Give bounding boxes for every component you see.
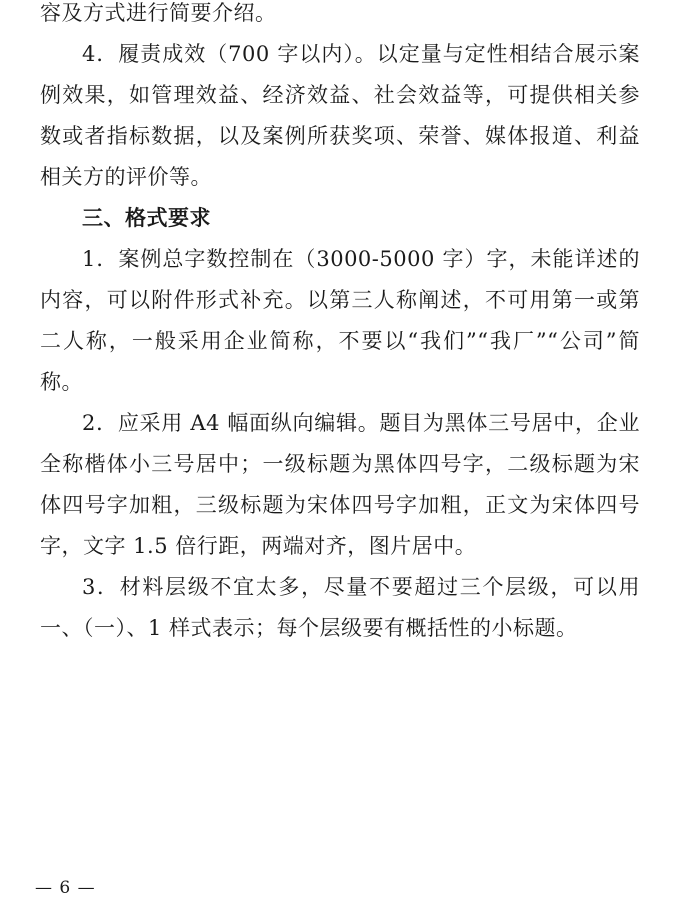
- page-number: — 6 —: [35, 878, 96, 898]
- paragraph-heading-levels: 3．材料层级不宜太多，尽量不要超过三个层级，可以用一、（一）、1 样式表示；每个层级要有概括性的小标题。: [40, 575, 640, 640]
- document-body: [40, 0, 640, 649]
- paragraph-continuation: 容及方式进行简要介绍。: [40, 1, 277, 25]
- section-heading-format-requirements: 三、格式要求: [82, 206, 211, 230]
- paragraph-word-count: 1．案例总字数控制在（3000-5000 字）字，未能详述的内容，可以附件形式补充。以第三人称阐述，不可用第一或第二人称，一般采用企业简称，不要以“我们”“我厂”“公司”简称。: [40, 247, 640, 394]
- paragraph-layout-format: 2．应采用 A4 幅面纵向编辑。题目为黑体三号居中，企业全称楷体小三号居中；一级标题为黑体四号字，二级标题为宋体四号字加粗，三级标题为宋体四号字加粗，正文为宋体四号字，文字 1.5 倍行距，两端对齐，图片居中。: [40, 411, 640, 558]
- paragraph-performance-results: 4．履责成效（700 字以内）。以定量与定性相结合展示案例效果，如管理效益、经济效益、社会效益等，可提供相关参数或者指标数据，以及案例所获奖项、荣誉、媒体报道、利益相关方的评价等。: [40, 42, 640, 189]
